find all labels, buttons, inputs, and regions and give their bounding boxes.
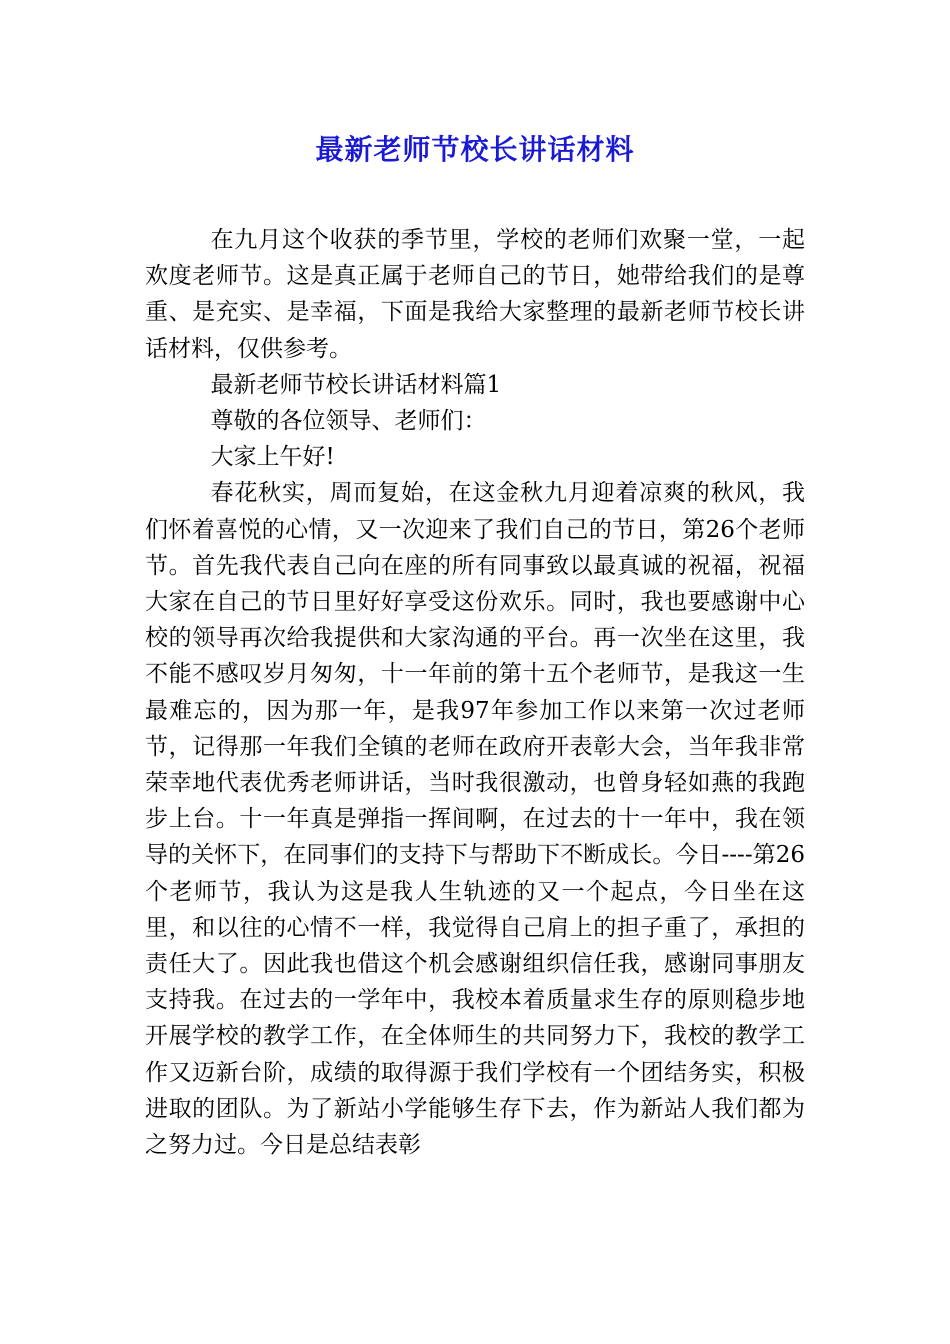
section-heading: 最新老师节校长讲话材料篇1 [210, 371, 502, 398]
document-title: 最新老师节校长讲话材料 [315, 133, 635, 166]
greeting: 大家上午好! [210, 444, 335, 471]
speech-paragraph: 春花秋实，周而复始，在这金秋九月迎着凉爽的秋风，我们怀着喜悦的心情，又一次迎来了我们自己的节日，第26个老师节。首先我代表自己向在座的所有同事致以最真诚的祝福，祝福大家在自己的节日里好好享受这份欢乐。同时，我也要感谢中心校的领导再次给我提供和大家沟通的平台。再一次坐在这里，我不能不感叹岁月匆匆，十一年前的第十五个老师节，是我这一生最难忘的，因为那一年，是我97年参加工作以来第一次过老师节，记得那一年我们全镇的老师在政府开表彰大会，当年我非常荣幸地代表优秀老师讲话，当时我很激动，也曾身轻如燕的我跑步上台。十一年真是弹指一挥间啊，在过去的十一年中，我在领导的关怀下，在同事们的支持下与帮助下不断成长。今日----第26个老师节，我认为这是我人生轨迹的又一个起点，今日坐在这里，和以往的心情不一样，我觉得自己肩上的担子重了，承担的责任大了。因此我也借这个机会感谢组织信任我，感谢同事朋友支持我。在过去的一学年中，我校本着质量求生存的原则稳步地开展学校的教学工作，在全体师生的共同努力下，我校的教学工作又迈新台阶，成绩的取得源于我们学校有一个团结务实，积极进取的团队。为了新站小学能够生存下去，作为新站人我们都为之努力过。今日是总结表彰 [145, 480, 805, 1159]
salutation: 尊敬的各位领导、老师们： [210, 408, 487, 435]
document-body [145, 222, 805, 1163]
intro-paragraph: 在九月这个收获的季节里，学校的老师们欢聚一堂，一起欢度老师节。这是真正属于老师自己的节日，她带给我们的是尊重、是充实、是幸福，下面是我给大家整理的最新老师节校长讲话材料，仅供参考。 [145, 227, 805, 362]
